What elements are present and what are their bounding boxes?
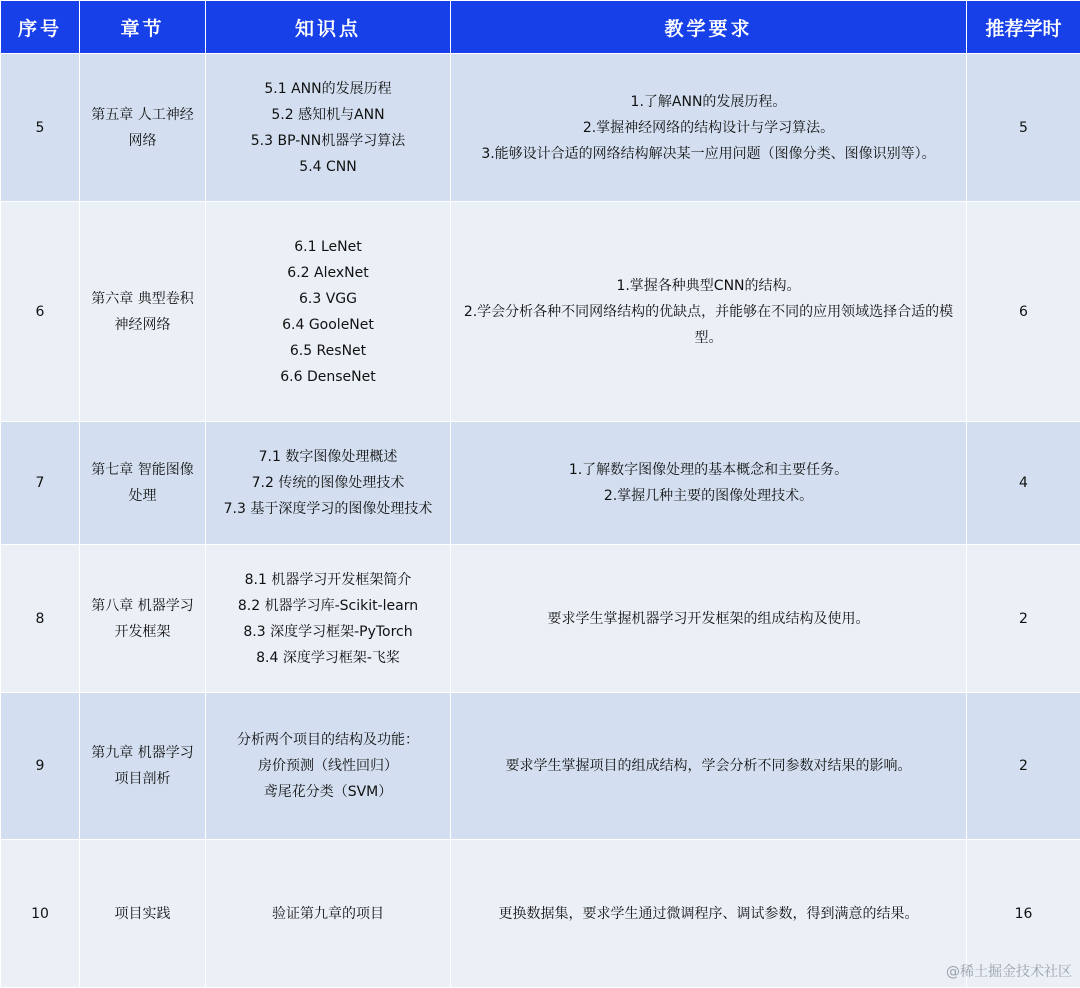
index-cell: 5 xyxy=(1,54,80,202)
header-index: 序号 xyxy=(1,1,80,54)
requirements-cell xyxy=(451,840,967,988)
chapter-cell xyxy=(80,840,206,988)
points-cell-line: 验证第九章的项目 xyxy=(210,901,446,927)
header-requirements: 教学要求 xyxy=(451,1,967,54)
chapter-cell xyxy=(80,422,206,545)
points-cell-line: 7.3 基于深度学习的图像处理技术 xyxy=(210,496,446,522)
points-cell-line: 5.1 ANN的发展历程 xyxy=(210,76,446,102)
index-cell: 10 xyxy=(1,840,80,988)
chapter-cell-line: 第九章 机器学习 xyxy=(84,740,201,766)
chapter-cell-line: 第八章 机器学习 xyxy=(84,593,201,619)
chapter-cell xyxy=(80,202,206,422)
index-cell: 6 xyxy=(1,202,80,422)
table-body xyxy=(1,54,1080,988)
chapter-cell-line: 第七章 智能图像 xyxy=(84,457,201,483)
points-cell-line: 6.6 DenseNet xyxy=(210,364,446,390)
requirements-cell xyxy=(451,545,967,693)
table-row xyxy=(1,840,1080,988)
requirements-cell-line: 1.了解数字图像处理的基本概念和主要任务。 xyxy=(455,457,962,483)
points-cell-line: 6.1 LeNet xyxy=(210,234,446,260)
chapter-cell-line: 第六章 典型卷积 xyxy=(84,286,201,312)
chapter-cell-line: 项目实践 xyxy=(84,901,201,927)
chapter-cell-line: 项目剖析 xyxy=(84,766,201,792)
points-cell-line: 5.3 BP-NN机器学习算法 xyxy=(210,128,446,154)
hours-cell: 5 xyxy=(967,54,1080,202)
header-chapter: 章节 xyxy=(80,1,206,54)
points-cell-line: 6.4 GooleNet xyxy=(210,312,446,338)
hours-cell: 2 xyxy=(967,693,1080,840)
chapter-cell xyxy=(80,545,206,693)
points-cell-line: 8.2 机器学习库-Scikit-learn xyxy=(210,593,446,619)
requirements-cell-line: 2.掌握几种主要的图像处理技术。 xyxy=(455,483,962,509)
requirements-cell-line: 要求学生掌握机器学习开发框架的组成结构及使用。 xyxy=(455,606,962,632)
chapter-cell-line: 网络 xyxy=(84,128,201,154)
requirements-cell xyxy=(451,202,967,422)
requirements-cell-line: 3.能够设计合适的网络结构解决某一应用问题（图像分类、图像识别等）。 xyxy=(455,141,962,167)
points-cell-line: 7.1 数字图像处理概述 xyxy=(210,444,446,470)
hours-cell: 4 xyxy=(967,422,1080,545)
table-row xyxy=(1,693,1080,840)
points-cell-line: 8.4 深度学习框架-飞桨 xyxy=(210,645,446,671)
points-cell-line: 6.3 VGG xyxy=(210,286,446,312)
requirements-cell xyxy=(451,54,967,202)
points-cell-line: 7.2 传统的图像处理技术 xyxy=(210,470,446,496)
points-cell-line: 房价预测（线性回归） xyxy=(210,753,446,779)
requirements-cell-line: 更换数据集，要求学生通过微调程序、调试参数，得到满意的结果。 xyxy=(455,901,962,927)
requirements-cell-line: 1.了解ANN的发展历程。 xyxy=(455,89,962,115)
points-cell-line: 鸢尾花分类（SVM） xyxy=(210,779,446,805)
chapter-cell-line: 神经网络 xyxy=(84,312,201,338)
table-row xyxy=(1,545,1080,693)
watermark: @稀土掘金技术社区 xyxy=(946,961,1072,981)
requirements-cell xyxy=(451,693,967,840)
requirements-cell-line: 型。 xyxy=(455,325,962,351)
requirements-cell-line: 1.掌握各种典型CNN的结构。 xyxy=(455,273,962,299)
points-cell-line: 8.3 深度学习框架-PyTorch xyxy=(210,619,446,645)
table-row xyxy=(1,422,1080,545)
header-row xyxy=(1,1,1080,54)
table-header xyxy=(1,1,1080,54)
points-cell-line: 6.5 ResNet xyxy=(210,338,446,364)
chapter-cell xyxy=(80,693,206,840)
table-row xyxy=(1,54,1080,202)
hours-cell: 16 xyxy=(967,840,1080,988)
points-cell xyxy=(206,545,451,693)
points-cell-line: 分析两个项目的结构及功能： xyxy=(210,727,446,753)
index-cell: 9 xyxy=(1,693,80,840)
points-cell-line: 5.4 CNN xyxy=(210,154,446,180)
chapter-cell-line: 第五章 人工神经 xyxy=(84,102,201,128)
index-cell: 8 xyxy=(1,545,80,693)
points-cell xyxy=(206,693,451,840)
points-cell xyxy=(206,202,451,422)
requirements-cell-line: 2.学会分析各种不同网络结构的优缺点，并能够在不同的应用领域选择合适的模 xyxy=(455,299,962,325)
requirements-cell xyxy=(451,422,967,545)
index-cell: 7 xyxy=(1,422,80,545)
points-cell-line: 5.2 感知机与ANN xyxy=(210,102,446,128)
points-cell-line: 8.1 机器学习开发框架简介 xyxy=(210,567,446,593)
points-cell xyxy=(206,840,451,988)
points-cell-line: 6.2 AlexNet xyxy=(210,260,446,286)
header-points: 知识点 xyxy=(206,1,451,54)
chapter-cell xyxy=(80,54,206,202)
header-hours: 推荐学时 xyxy=(967,1,1080,54)
chapter-cell-line: 处理 xyxy=(84,483,201,509)
hours-cell: 6 xyxy=(967,202,1080,422)
points-cell xyxy=(206,422,451,545)
requirements-cell-line: 2.掌握神经网络的结构设计与学习算法。 xyxy=(455,115,962,141)
hours-cell: 2 xyxy=(967,545,1080,693)
requirements-cell-line: 要求学生掌握项目的组成结构，学会分析不同参数对结果的影响。 xyxy=(455,753,962,779)
chapter-cell-line: 开发框架 xyxy=(84,619,201,645)
points-cell xyxy=(206,54,451,202)
table-row xyxy=(1,202,1080,422)
